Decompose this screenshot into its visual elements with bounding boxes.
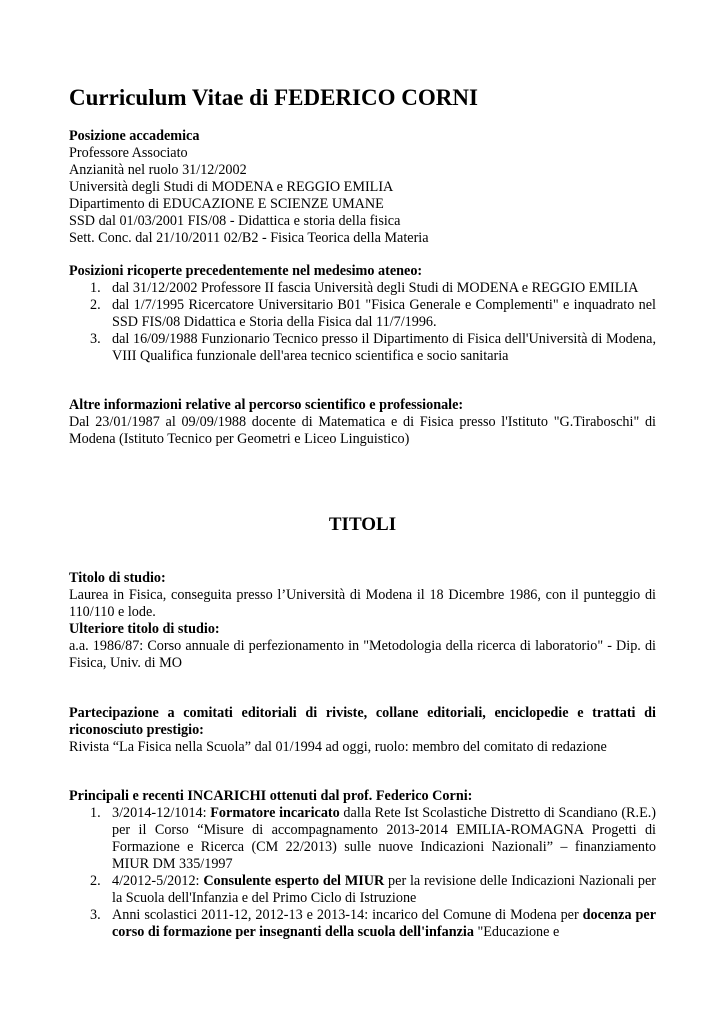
section-heading: Altre informazioni relative al percorso scientifico e professionale: (69, 397, 464, 413)
section-heading: Posizione accademica (69, 128, 200, 144)
section-studio (69, 570, 656, 672)
section-heading: Posizioni ricoperte precedentemente nel medesimo ateneo: (69, 263, 423, 279)
section-altre (69, 397, 656, 448)
list-item: 2. 4/2012-5/2012: Consulente esperto del MIUR per la revisione delle Indicazioni Nazionali per la Scuola dell'Infanzia e del Primo Ciclo di Istruzione (90, 873, 656, 906)
text-line: Dipartimento di EDUCAZIONE E SCIENZE UMANE (69, 196, 384, 212)
paragraph: Laurea in Fisica, conseguita presso l’Università di Modena il 18 Dicembre 1986, con il punteggio di 110/110 e lode. (69, 587, 656, 620)
list-item: 3. dal 16/09/1988 Funzionario Tecnico presso il Dipartimento di Fisica dell'Università di Modena, VIII Qualifica funzionale dell'area tecnico scientifica e socio sanitaria (90, 331, 656, 364)
section-comitati (69, 705, 656, 756)
section-heading: Ulteriore titolo di studio: (69, 621, 220, 637)
list-item: 1. dal 31/12/2002 Professore II fascia Università degli Studi di MODENA e REGGIO EMILIA (90, 280, 639, 296)
text-line: Università degli Studi di MODENA e REGGIO EMILIA (69, 179, 394, 195)
section-heading: Titolo di studio: (69, 570, 166, 586)
section-heading: Partecipazione a comitati editoriali di riviste, collane editoriali, enciclopedie e trattati di riconosciuto prestigio: (69, 705, 656, 738)
text-line: SSD dal 01/03/2001 FIS/08 - Didattica e storia della fisica (69, 213, 401, 229)
paragraph: a.a. 1986/87: Corso annuale di perfezionamento in "Metodologia della ricerca di laboratorio" - Dip. di Fisica, Univ. di MO (69, 638, 656, 671)
positions-list (69, 280, 656, 365)
section-heading: Principali e recenti INCARICHI ottenuti dal prof. Federico Corni: (69, 788, 473, 804)
text-line: Anzianità nel ruolo 31/12/2002 (69, 162, 247, 178)
paragraph: Dal 23/01/1987 al 09/09/1988 docente di Matematica e di Fisica presso l'Istituto "G.Tiraboschi" di Modena (Istituto Tecnico per Geometri e Liceo Linguistico) (69, 414, 656, 447)
section-precedenti (69, 263, 656, 365)
section-posizione (69, 128, 656, 247)
section-incarichi (69, 788, 656, 941)
page-title: Curriculum Vitae di FEDERICO CORNI (69, 85, 478, 110)
titoli-heading: TITOLI (328, 514, 397, 535)
list-item: 1. 3/2014-12/1014: Formatore incaricato dalla Rete Ist Scolastiche Distretto di Scandiano (R.E.) per il Corso “Misure di accompagnamento 2013-2014 EMILIA-ROMAGNA Progetti di Formazione e Ricerca (CM 22/2013) sulle nuove Indicazioni Nazionali” – finanziamento MIUR DM 335/1997 (90, 805, 657, 872)
list-item: 2. dal 1/7/1995 Ricercatore Universitario B01 "Fisica Generale e Complementi" e inquadrato nel SSD FIS/08 Didattica e Storia della Fisica dal 11/7/1996. (90, 297, 656, 330)
text-line: Sett. Conc. dal 21/10/2011 02/B2 - Fisica Teorica della Materia (69, 230, 429, 246)
paragraph: Rivista “La Fisica nella Scuola” dal 01/1994 ad oggi, ruolo: membro del comitato di redazione (69, 739, 607, 755)
text-line: Professore Associato (69, 145, 188, 161)
list-item: 3. Anni scolastici 2011-12, 2012-13 e 2013-14: incarico del Comune di Modena per docenza per corso di formazione per insegnanti della scuola dell'infanzia "Educazione e (90, 907, 656, 940)
incarichi-list (69, 805, 656, 941)
